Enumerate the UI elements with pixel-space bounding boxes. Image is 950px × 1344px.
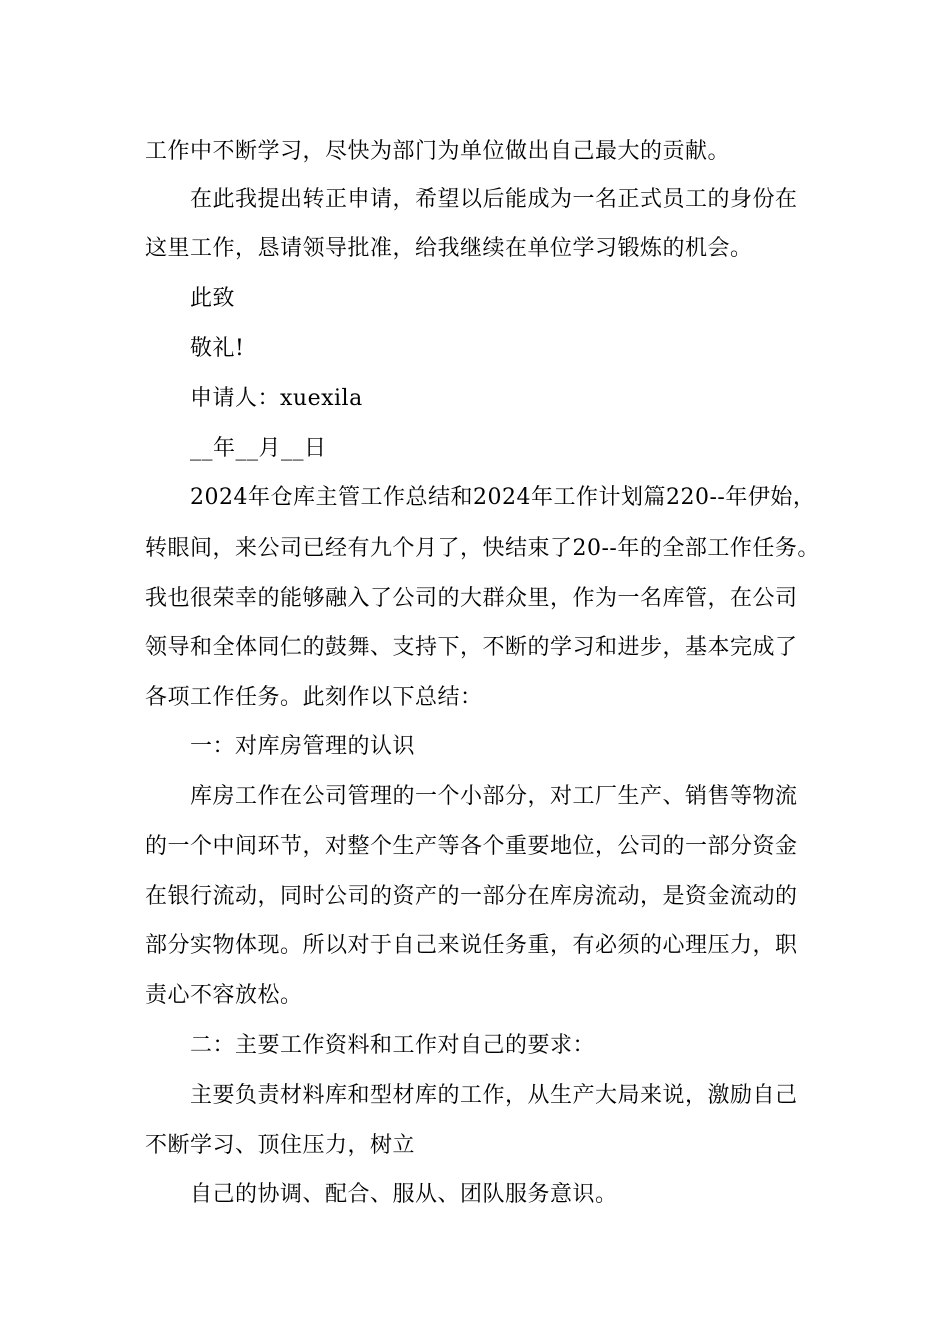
section-heading: 二：主要工作资料和工作对自己的要求： <box>190 1033 596 1058</box>
text-line: 主要负责材料库和型材库的工作，从生产大局来说，激励自己 <box>190 1083 798 1108</box>
text-line: 责心不容放松。 <box>145 983 303 1008</box>
text-line: 的一个中间环节，对整个生产等各个重要地位，公司的一部分资金 <box>145 834 798 859</box>
text-line: 在此我提出转正申请，希望以后能成为一名正式员工的身份在 <box>190 187 798 212</box>
text-line: 不断学习、顶住压力，树立 <box>145 1133 416 1158</box>
text-line: 这里工作，恳请领导批准，给我继续在单位学习锻炼的机会。 <box>145 236 753 261</box>
text-line: 自己的协调、配合、服从、团队服务意识。 <box>190 1182 618 1207</box>
text-line: 库房工作在公司管理的一个小部分，对工厂生产、销售等物流 <box>190 784 798 809</box>
text-line: 2024年仓库主管工作总结和2024年工作计划篇220--年伊始， <box>190 485 816 510</box>
salutation-line: 敬礼! <box>190 336 245 361</box>
date-line: __年__月__日 <box>190 436 327 461</box>
text-line: 领导和全体同仁的鼓舞、支持下，不断的学习和进步，基本完成了 <box>145 635 798 660</box>
text-line: 各项工作任务。此刻作以下总结： <box>145 685 483 710</box>
text-line: 我也很荣幸的能够融入了公司的大群众里，作为一名库管，在公司 <box>145 586 798 611</box>
text-line: 部分实物体现。所以对于自己来说任务重，有必须的心理压力，职 <box>145 933 798 958</box>
text-line: 转眼间，来公司已经有九个月了，快结束了20--年的全部工作任务。 <box>145 536 820 561</box>
text-line: 工作中不断学习，尽快为部门为单位做出自己最大的贡献。 <box>145 139 731 164</box>
section-heading: 一：对库房管理的认识 <box>190 734 416 759</box>
text-line: 在银行流动，同时公司的资产的一部分在库房流动，是资金流动的 <box>145 884 798 909</box>
applicant-line: 申请人：xuexila <box>190 386 363 411</box>
salutation-line: 此致 <box>190 286 236 311</box>
